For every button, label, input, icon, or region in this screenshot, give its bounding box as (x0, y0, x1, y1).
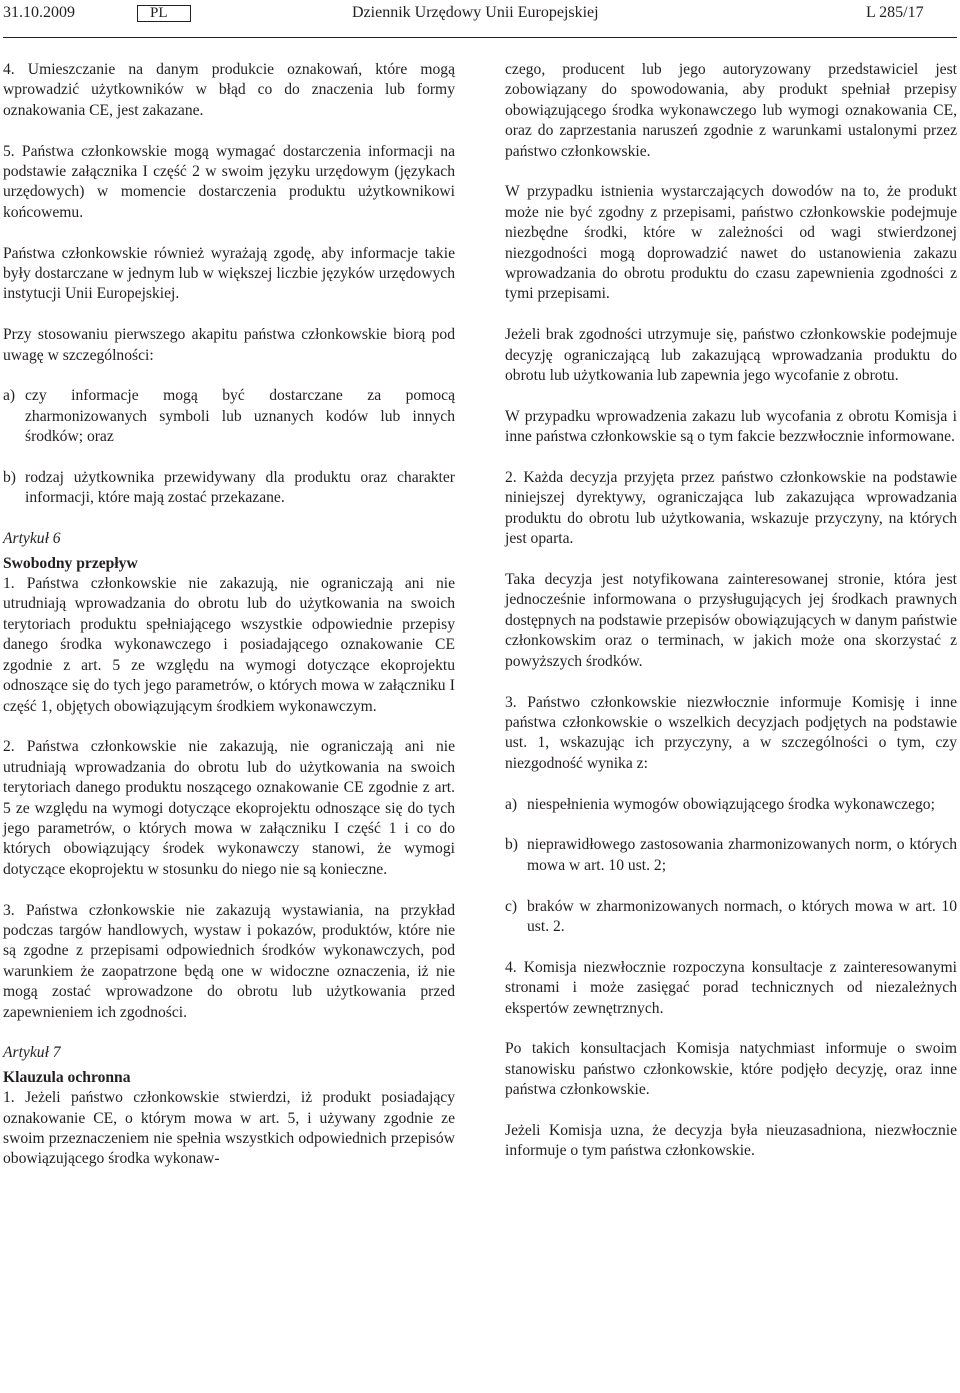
list-item (505, 795, 957, 815)
paragraph: 3. Państwo członkowskie niezwłocznie informuje Komisję i inne państwa członkowskie o wszelkich decyzjach podjętych na podstawie ust. 1, wskazując ich przyczyny, a w szczególności o tym, czy niezgodność wynika z: (505, 693, 957, 772)
list-item-text: niespełnienia wymogów obowiązującego środka wykonawczego; (527, 795, 935, 813)
right-column (505, 60, 957, 1162)
list-item (505, 897, 957, 938)
list-item-label: a) (505, 795, 518, 813)
list-item (3, 386, 455, 447)
article-number: Artykuł 7 (3, 1044, 61, 1062)
language-badge: PL (137, 5, 191, 22)
list-item (3, 468, 455, 509)
left-column (3, 60, 455, 1170)
list-item (505, 835, 957, 876)
paragraph: Po takich konsultacjach Komisja natychmiast informuje o swoim stanowisku państwo członkowskie, które podjęło decyzję, oraz inne państwa członkowskie. (505, 1040, 957, 1099)
list-item-text: rodzaj użytkownika przewidywany dla produktu oraz charakter informacji, które mają zostać przekazane. (25, 469, 455, 507)
paragraph: W przypadku wprowadzenia zakazu lub wycofania z obrotu Komisja i inne państwa członkowskie są o tym fakcie bezzwłocznie informowane. (505, 407, 957, 446)
paragraph: 1. Państwa członkowskie nie zakazują, nie ograniczają ani nie utrudniają wprowadzania do obrotu lub do użytkowania na swoich terytoriach produktu spełniającego wszystkie odpowiednie przepisy danego środka wykonawczego i posiadającego oznakowanie CE zgodnie z art. 5 ze względu na wymogi dotyczące ekoprojektu odnoszące się do tych jego parametrów, o których mowa w załączniku I część 1, objętych obowiązującym środkiem wykonawczym. (3, 575, 455, 715)
list-item-label: b) (505, 836, 518, 854)
list-item-text: nieprawidłowego zastosowania zharmonizowanych norm, o których mowa w art. 10 ust. 2; (527, 836, 957, 874)
list-item-label: a) (3, 387, 16, 405)
paragraph: czego, producent lub jego autoryzowany przedstawiciel jest zobowiązany do spowodowania, aby produkt spełniał przepisy obowiązującego środka wykonawczego lub wymogi oznakowania CE, oraz do zaprzestania naruszeń zgodnie z warunkami ustalonymi przez państwo członkowskie. (505, 61, 957, 160)
page-header (0, 4, 960, 30)
paragraph: 3. Państwa członkowskie nie zakazują wystawiania, na przykład podczas targów handlowych, wystaw i pokazów, produktów, które nie są zgodne z przepisami odpowiednich środków wykonawczych, pod warunkiem że zaopatrzone będą one w widoczne oznaczenia, iż nie mogą zostać wprowadzone do obrotu lub użytkowania przed zapewnieniem ich zgodności. (3, 901, 455, 1021)
paragraph: Jeżeli brak zgodności utrzymuje się, państwo członkowskie podejmuje decyzję ograniczającą lub zakazującą wprowadzania produktu do obrotu lub użytkowania lub zapewnia jego wycofanie z obrotu. (505, 326, 957, 385)
paragraph: 2. Każda decyzja przyjęta przez państwo członkowskie na podstawie niniejszej dyrektywy, ograniczająca lub zakazująca wprowadzania produktu do obrotu lub użytkowania, wskazuje przyczyny, na których jest oparta. (505, 469, 957, 548)
paragraph: 4. Komisja niezwłocznie rozpoczyna konsultacje z zainteresowanymi stronami i może zasięgać porad technicznych od niezależnych ekspertów zewnętrznych. (505, 958, 957, 1017)
article-title: Swobodny przepływ (3, 554, 138, 572)
journal-title: Dziennik Urzędowy Unii Europejskiej (352, 4, 599, 21)
list-item-text: czy informacje mogą być dostarczane za pomocą zharmonizowanych symboli lub uznanych kodów lub innych środków; oraz (25, 387, 455, 446)
page-reference: L 285/17 (866, 4, 924, 21)
list-item-label: c) (505, 897, 518, 915)
paragraph: W przypadku istnienia wystarczających dowodów na to, że produkt może nie być zgodny z przepisami, państwo członkowskie podejmuje niezbędne środki, które w zależności od wagi stwierdzonej niezgodności mogą doprowadzić nawet do ustanowienia zakazu wprowadzania do obrotu produktu do czasu zapewnienia zgodności z tymi przepisami. (505, 183, 957, 303)
article-title: Klauzula ochronna (3, 1068, 131, 1086)
list-item-label: b) (3, 469, 16, 487)
paragraph: 2. Państwa członkowskie nie zakazują, nie ograniczają ani nie utrudniają wprowadzania do obrotu lub do użytkowania na swoich terytoriach danego produktu noszącego oznakowanie CE zgodnie z art. 5 ze względu na wymogi dotyczące ekoprojektu odnoszące się do tych jego parametrów, o których mowa w załączniku I część 1 i co do których obowiązujący środek wykonawczy stanowi, że wymogi dotyczące ekoprojektu w stosunku do niego nie są konieczne. (3, 738, 455, 878)
publication-date: 31.10.2009 (3, 4, 75, 21)
paragraph: Taka decyzja jest notyfikowana zainteresowanej stronie, która jest jednocześnie informowana o przysługujących jej środkach prawnych dostępnych na podstawie przepisów obowiązujących w danym państwie członkowskim oraz o terminach, w jakich może ona skorzystać z powyższych środków. (505, 571, 957, 670)
header-divider (3, 37, 957, 38)
paragraph: Państwa członkowskie również wyrażają zgodę, aby informacje takie były dostarczane w jednym lub w większej liczbie języków urzędowych instytucji Unii Europejskiej. (3, 244, 455, 303)
article-number: Artykuł 6 (3, 530, 61, 548)
paragraph: 4. Umieszczanie na danym produkcie oznakowań, które mogą wprowadzić użytkowników w błąd co do znaczenia lub formy oznakowania CE, jest zakazane. (3, 61, 455, 119)
paragraph: 5. Państwa członkowskie mogą wymagać dostarczenia informacji na podstawie załącznika I część 2 w swoim języku urzędowym (językach urzędowych) w momencie dostarczenia produktu użytkownikowi końcowemu. (3, 142, 455, 221)
list-item-text: braków w zharmonizowanych normach, o których mowa w art. 10 ust. 2. (527, 897, 957, 935)
paragraph: Przy stosowaniu pierwszego akapitu państwa członkowskie biorą pod uwagę w szczególności: (3, 326, 455, 364)
paragraph: Jeżeli Komisja uzna, że decyzja była nieuzasadniona, niezwłocznie informuje o tym państwa członkowskie. (505, 1121, 957, 1160)
paragraph: 1. Jeżeli państwo członkowskie stwierdzi, iż produkt posiadający oznakowanie CE, o którym mowa w art. 5, i używany zgodnie ze swoim przeznaczeniem nie spełnia wszystkich odpowiednich przepisów obowiązującego środka wykonaw- (3, 1089, 455, 1168)
